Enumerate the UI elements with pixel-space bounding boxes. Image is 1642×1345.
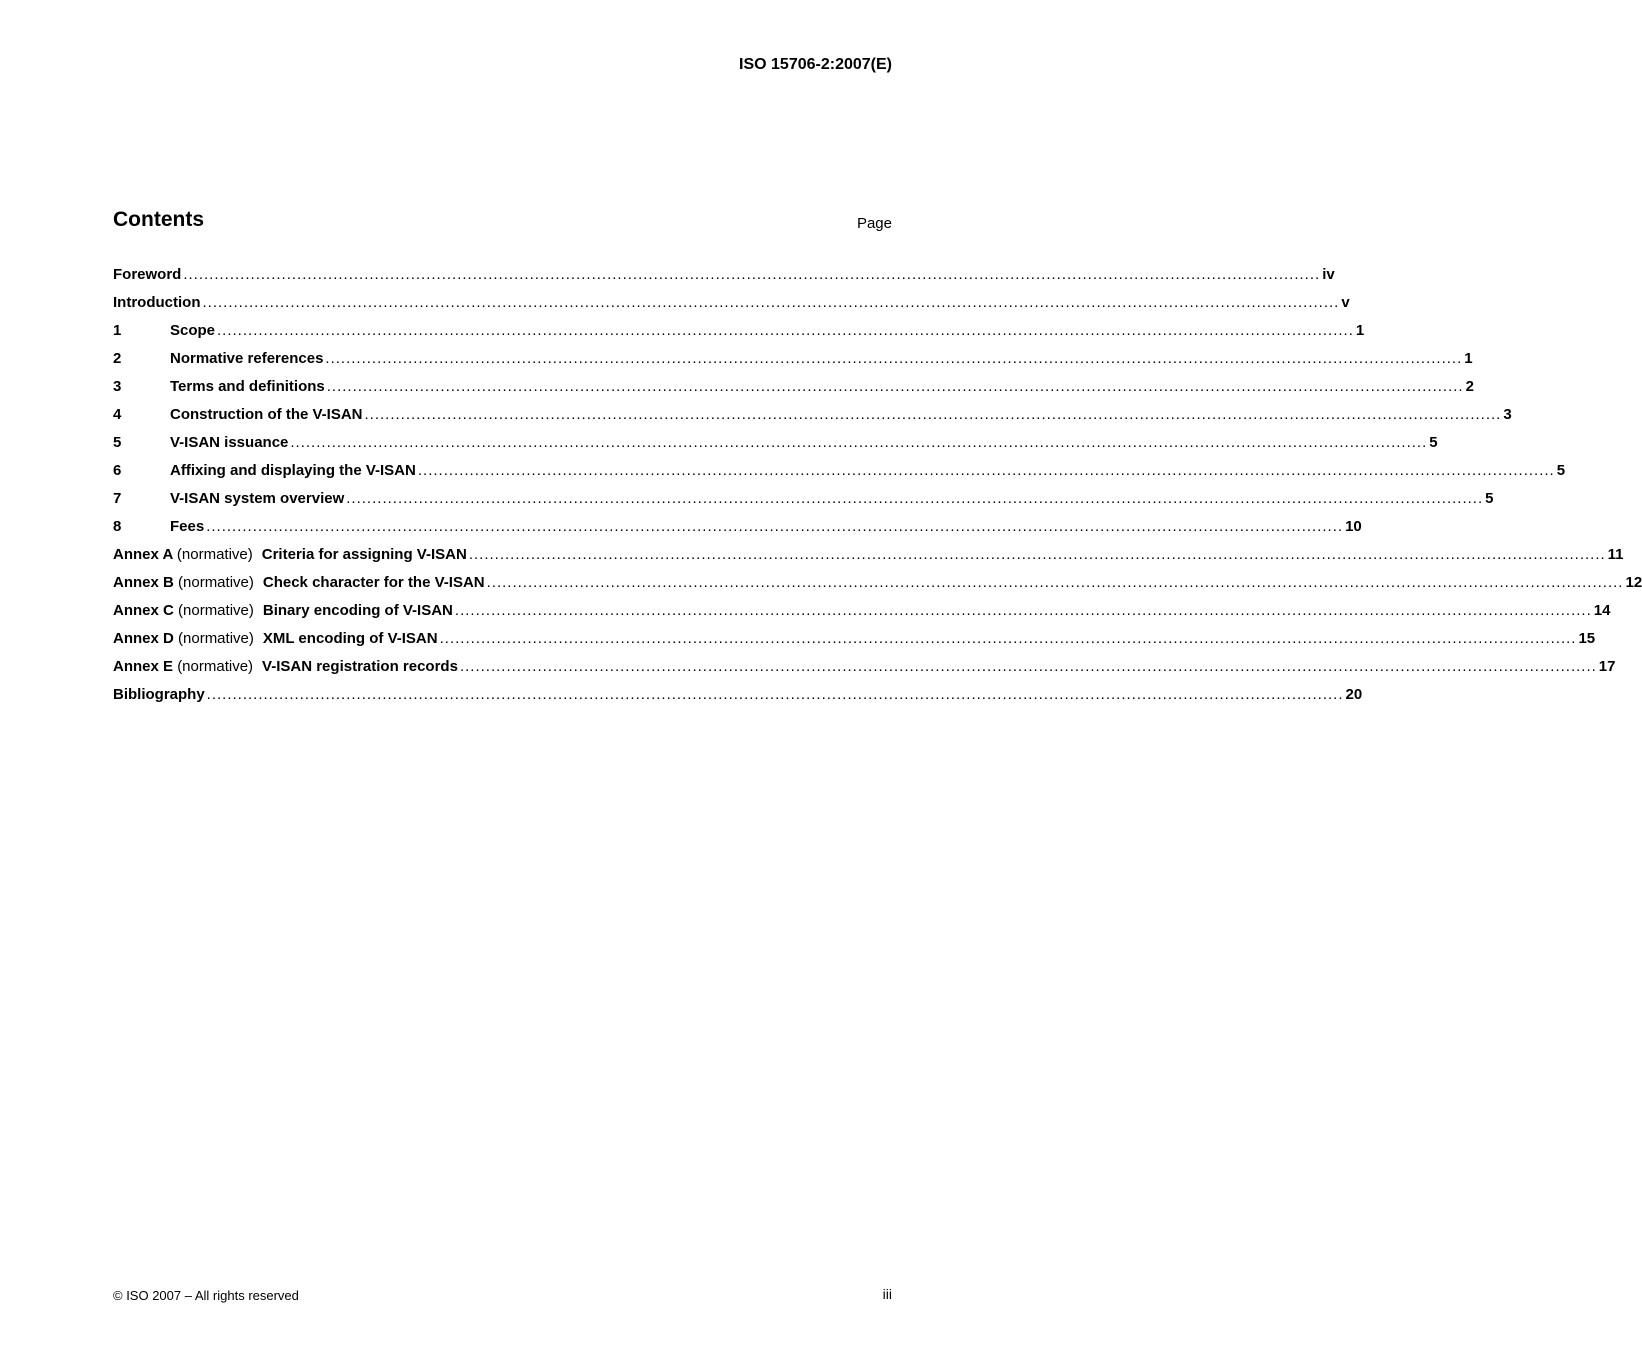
toc-entry-number: 8	[113, 518, 122, 535]
contents-header	[113, 208, 892, 238]
toc-entry-affixing[interactable]	[113, 462, 1566, 490]
toc-entry-page: 11	[1607, 546, 1624, 563]
toc-entry-number: 6	[113, 462, 122, 479]
toc-entry-bibliography[interactable]	[113, 686, 1363, 714]
toc-entry-page: v	[1341, 294, 1350, 311]
annex-kind: (normative)	[178, 630, 254, 647]
toc-entry-page: 12	[1625, 574, 1642, 591]
toc-entry-annex-a[interactable]	[113, 546, 1624, 574]
dot-leader: ............................................................................................................................................................................................................................	[202, 294, 1340, 311]
annex-prefix	[113, 546, 262, 563]
toc-entry-title: Construction of the V-ISAN	[170, 406, 363, 423]
toc-entry-title: V-ISAN issuance	[170, 434, 289, 451]
toc-entry-title: Terms and definitions	[170, 378, 325, 395]
toc-entry-number: 7	[113, 490, 122, 507]
toc-entry-page: 5	[1485, 490, 1494, 507]
toc-entry-title: Normative references	[170, 350, 324, 367]
dot-leader: ............................................................................................................................................................................................................................	[468, 546, 1606, 563]
toc-entry-title: Scope	[170, 322, 216, 339]
toc-entry-page: 20	[1345, 686, 1363, 703]
annex-label: Annex A	[113, 546, 173, 563]
toc-entry-system-overview[interactable]	[113, 490, 1494, 518]
toc-entry-title: V-ISAN system overview	[170, 490, 345, 507]
toc-entry-title: Affixing and displaying the V-ISAN	[170, 462, 416, 479]
dot-leader: ............................................................................................................................................................................................................................	[206, 518, 1344, 535]
toc-entry-page: 5	[1429, 434, 1438, 451]
annex-label: Annex C	[113, 602, 174, 619]
toc-entry-title: Bibliography	[113, 686, 205, 703]
toc-entry-foreword[interactable]	[113, 266, 1335, 294]
annex-prefix	[113, 658, 262, 675]
toc-entry-annex-c[interactable]	[113, 602, 1611, 630]
dot-leader: ............................................................................................................................................................................................................................	[183, 266, 1321, 283]
annex-label: Annex D	[113, 630, 174, 647]
annex-label: Annex B	[113, 574, 174, 591]
dot-leader: ............................................................................................................................................................................................................................	[206, 686, 1344, 703]
toc-entry-number: 4	[113, 406, 122, 423]
annex-kind: (normative)	[177, 658, 254, 675]
toc-entry-number: 3	[113, 378, 122, 395]
dot-leader: ............................................................................................................................................................................................................................	[217, 322, 1354, 339]
toc-entry-page: 3	[1503, 406, 1512, 423]
document-id: ISO 15706-2:2007(E)	[739, 56, 892, 73]
toc-entry-annex-b[interactable]	[113, 574, 1642, 602]
toc-entry-title: Foreword	[113, 266, 182, 283]
annex-label: Annex E	[113, 658, 174, 675]
toc-entry-page: 2	[1465, 378, 1474, 395]
annex-kind: (normative)	[176, 546, 253, 563]
toc-entry-scope[interactable]	[113, 322, 1365, 350]
toc-entry-normative-references[interactable]	[113, 350, 1473, 378]
toc-entry-number: 2	[113, 350, 122, 367]
toc-entry-title: Criteria for assigning V-ISAN	[261, 546, 467, 563]
toc-entry-introduction[interactable]	[113, 294, 1350, 322]
toc-entry-number: 1	[113, 322, 122, 339]
annex-prefix	[113, 574, 263, 591]
toc-entry-page: 14	[1593, 602, 1611, 619]
annex-prefix	[113, 602, 263, 619]
toc-entry-title: XML encoding of V-ISAN	[262, 630, 438, 647]
toc-entry-annex-e[interactable]	[113, 658, 1616, 686]
toc-entry-number: 5	[113, 434, 122, 451]
toc-entry-terms-and-definitions[interactable]	[113, 378, 1474, 406]
toc-entry-issuance[interactable]	[113, 434, 1438, 462]
toc-entry-page: 5	[1556, 462, 1566, 479]
toc-entry-construction[interactable]	[113, 406, 1512, 434]
contents-title: Contents	[113, 208, 204, 231]
dot-leader: ............................................................................................................................................................................................................................	[326, 378, 1464, 395]
toc-entry-title: Binary encoding of V-ISAN	[262, 602, 453, 619]
page-number: iii	[882, 1286, 892, 1302]
dot-leader: ............................................................................................................................................................................................................................	[454, 602, 1592, 619]
dot-leader: ............................................................................................................................................................................................................................	[417, 462, 1555, 479]
toc-entry-page: 17	[1598, 658, 1616, 675]
toc-entry-page: 1	[1355, 322, 1365, 339]
toc-entry-page: 10	[1345, 518, 1362, 535]
copyright-notice: © ISO 2007 – All rights reserved	[113, 1288, 299, 1303]
dot-leader: ............................................................................................................................................................................................................................	[325, 350, 1463, 367]
dot-leader: ............................................................................................................................................................................................................................	[290, 434, 1428, 451]
toc-entry-title: Check character for the V-ISAN	[262, 574, 485, 591]
toc-entry-page: 15	[1578, 630, 1596, 647]
toc-entry-title: Fees	[170, 518, 205, 535]
dot-leader: ............................................................................................................................................................................................................................	[346, 490, 1484, 507]
toc-entry-title: Introduction	[113, 294, 201, 311]
page-column-label: Page	[856, 215, 892, 232]
toc-entry-fees[interactable]	[113, 518, 1362, 546]
annex-prefix	[113, 630, 263, 647]
table-of-contents	[113, 266, 1642, 714]
dot-leader: ............................................................................................................................................................................................................................	[459, 658, 1597, 675]
toc-entry-page: iv	[1322, 266, 1335, 283]
dot-leader: ............................................................................................................................................................................................................................	[439, 630, 1577, 647]
toc-entry-page: 1	[1464, 350, 1473, 367]
toc-entry-annex-d[interactable]	[113, 630, 1596, 658]
dot-leader: ............................................................................................................................................................................................................................	[364, 406, 1502, 423]
annex-kind: (normative)	[178, 574, 254, 591]
dot-leader: ............................................................................................................................................................................................................................	[486, 574, 1624, 591]
toc-entry-title: V-ISAN registration records	[262, 658, 458, 675]
annex-kind: (normative)	[178, 602, 254, 619]
